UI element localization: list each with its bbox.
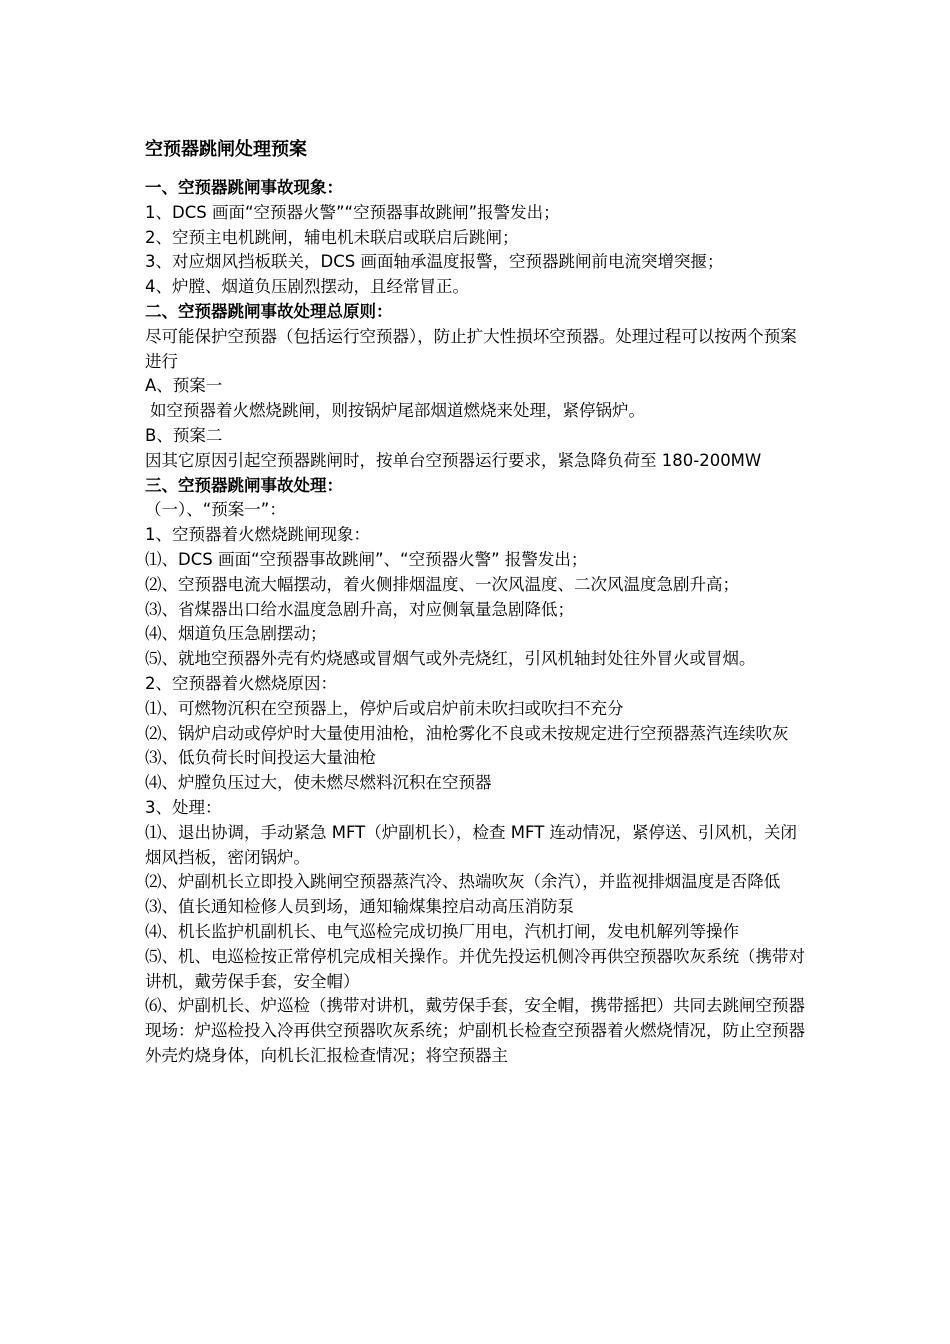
body-line: ⑴、DCS 画面“空预器事故跳闸”、“空预器火警” 报警发出； [145, 549, 588, 569]
body-line: ⑶、省煤器出口给水温度急剧升高，对应侧氧量急剧降低； [145, 599, 574, 619]
body-line: ⑷、炉膛负压过大，使未燃尽燃料沉积在空预器 [145, 773, 492, 793]
body-line: ⑵、炉副机长立即投入跳闸空预器蒸汽冷、热端吹灰（余汽），并监视排烟温度是否降低 [145, 872, 781, 892]
body-line: ⑷、烟道负压急剧摆动； [145, 624, 327, 644]
body-line: 2、空预器着火燃烧原因： [145, 673, 337, 693]
document-title: 空预器跳闸处理预案 [145, 139, 307, 160]
body-line: ⑴、可燃物沉积在空预器上，停炉后或启炉前未吹扫或吹扫不充分 [145, 698, 624, 718]
section-heading: 二、空预器跳闸事故处理总原则： [145, 301, 393, 321]
body-line: 尽可能保护空预器（包括运行空预器），防止扩大性损坏空预器。处理过程可以按两个预案进行 [145, 326, 797, 371]
body-line: 3、对应烟风挡板联关，DCS 画面轴承温度报警，空预器跳闸前电流突增突揠； [145, 252, 724, 272]
section-heading: 三、空预器跳闸事故处理： [145, 475, 343, 495]
body-line: 如空预器着火燃烧跳闸，则按锅炉尾部烟道燃烧来处理，紧停锅炉。 [150, 401, 645, 421]
body-line: ⑷、机长监护机副机长、电气巡检完成切换厂用电，汽机打闸，发电机解列等操作 [145, 921, 739, 941]
body-line: B、预案二 [145, 425, 223, 445]
section-heading: 一、空预器跳闸事故现象： [145, 178, 343, 197]
body-line: 1、空预器着火燃烧跳闸现象： [145, 525, 370, 545]
body-line: 3、处理： [145, 797, 222, 817]
body-line: ⑶、值长通知检修人员到场，通知输煤集控启动高压消防泵 [145, 897, 574, 917]
body-line: 1、DCS 画面“空预器火警”“空预器事故跳闸”报警发出； [145, 202, 560, 222]
body-line: ⑸、机、电巡检按正常停机完成相关操作。并优先投运机侧冷再供空预器吹灰系统（携带对讲机，戴劳保手套，安全帽） [145, 946, 805, 991]
body-line: 因其它原因引起空预器跳闸时，按单台空预器运行要求，紧急降负荷至 180-200MW [145, 450, 762, 470]
document-body [145, 176, 810, 1069]
body-line: 2、空预主电机跳闸，辅电机未联启或联启后跳闸； [145, 227, 519, 247]
document-page [145, 138, 810, 1069]
body-line: ⑹、炉副机长、炉巡检（携带对讲机，戴劳保手套，安全帽，携带摇把）共同去跳闸空预器现场：炉巡检投入冷再供空预器吹灰系统；炉副机长检查空预器着火燃烧情况，防止空预器外壳灼烧身体，向机长汇报检查情况；将空预器主 [145, 996, 805, 1065]
body-line: 4、炉膛、烟道负压剧烈摆动，且经常冒正。 [145, 277, 469, 297]
body-line: （一）、“预案一”： [145, 500, 286, 520]
body-line: ⑶、低负荷长时间投运大量油枪 [145, 748, 376, 768]
body-line: ⑴、退出协调，手动紧急 MFT（炉副机长），检查 MFT 连动情况，紧停送、引风机，关闭烟风挡板，密闭锅炉。 [145, 822, 798, 867]
body-line: ⑸、就地空预器外壳有灼烧感或冒烟气或外壳烧红，引风机轴封处往外冒火或冒烟。 [145, 649, 756, 669]
body-line: ⑵、锅炉启动或停炉时大量使用油枪，油枪雾化不良或未按规定进行空预器蒸汽连续吹灰 [145, 723, 789, 743]
body-line: ⑵、空预器电流大幅摆动，着火侧排烟温度、一次风温度、二次风温度急剧升高； [145, 574, 739, 594]
body-line: A、预案一 [145, 376, 223, 396]
